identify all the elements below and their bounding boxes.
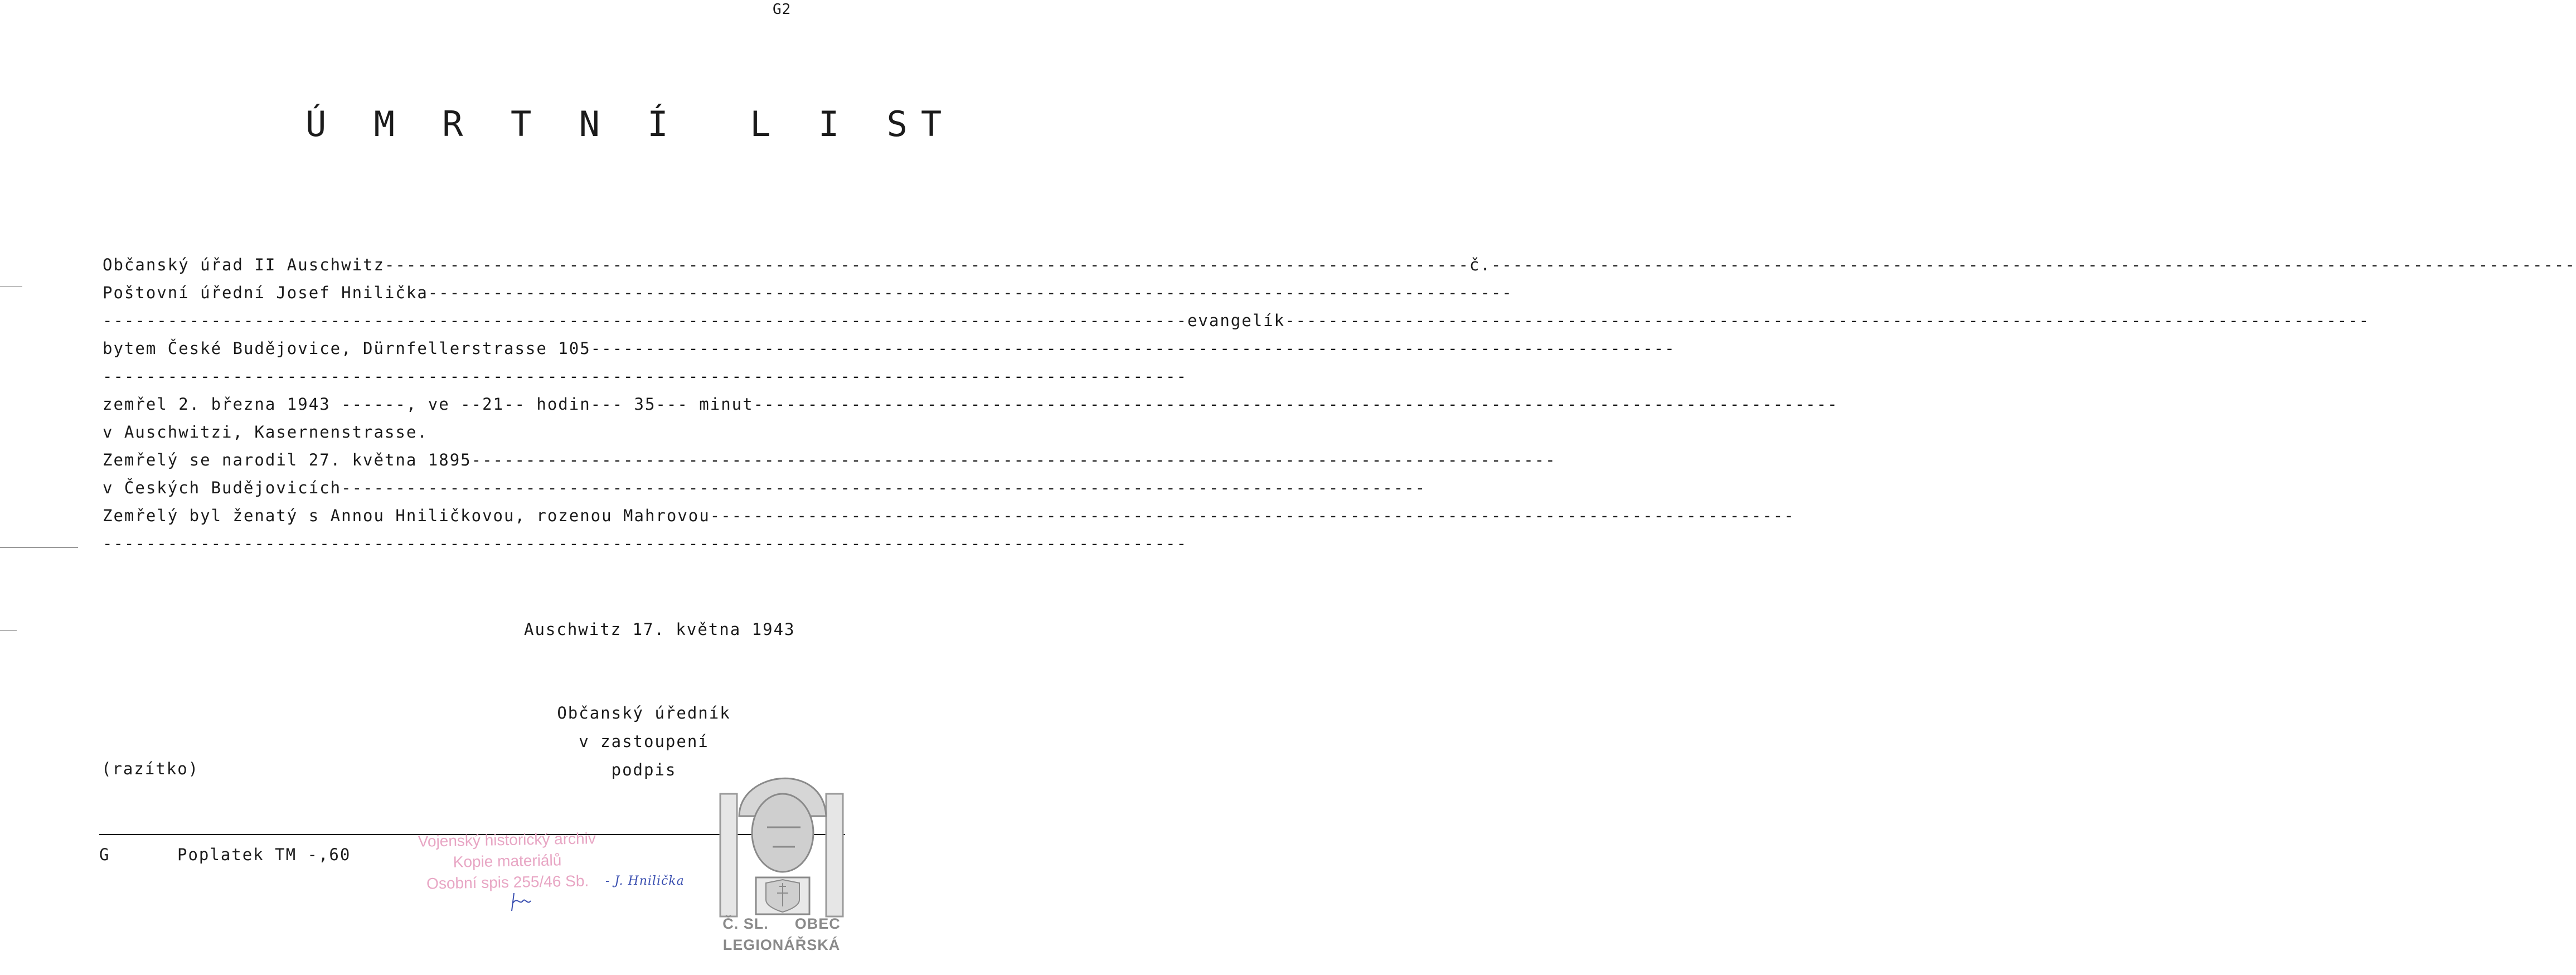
record-line-blank: [103, 367, 827, 395]
stamp-placeholder: (razítko): [101, 759, 200, 778]
page-code: G2: [773, 1, 792, 18]
record-line-text: Poštovní úřední Josef Hnilička: [103, 283, 428, 302]
dash-fill: [1491, 255, 2576, 274]
soldier-emblem-icon: [717, 749, 846, 916]
dash-fill: [710, 506, 1795, 525]
record-line-office: [103, 255, 1491, 283]
fee-note: Poplatek TM -,60: [177, 845, 351, 864]
dash-fill: [754, 395, 1838, 414]
logo-text-right: OBEC: [794, 915, 841, 932]
archive-stamp-line: Vojenský historický archiv: [418, 830, 596, 850]
record-line-text: v Českých Budějovicích: [103, 478, 342, 497]
archive-stamp-line: Osobní spis 255/46 Sb.: [426, 872, 589, 892]
document-title: Ú M R T N Í L I ST: [305, 104, 955, 144]
dash-fill: [591, 339, 1676, 358]
record-line-residence: [103, 339, 827, 367]
record-line-text: v Auschwitzi, Kasernenstrasse.: [103, 423, 428, 442]
dash-fill: [103, 367, 1187, 386]
dash-fill: [103, 534, 1187, 553]
logo-text-bottom: LEGIONÁŘSKÁ: [722, 937, 841, 953]
record-line-text: Zemřelý byl ženatý s Annou Hniličkovou, rozenou Mahrovou: [103, 506, 710, 525]
margin-mark: [0, 547, 78, 548]
record-line-religion: [103, 311, 1285, 339]
record-line-number-label: č.: [1469, 255, 1491, 274]
record-line-text: Občanský úřad II Auschwitz: [103, 255, 385, 274]
record-line-text: evangelík: [1187, 311, 1285, 330]
record-line-birth: [103, 450, 827, 478]
record-line-death: [103, 395, 827, 423]
place-and-date: Auschwitz 17. května 1943: [524, 620, 795, 639]
archive-stamp: [390, 827, 625, 895]
legion-logo: [717, 749, 846, 959]
dash-fill: [1285, 311, 2370, 330]
handwritten-name: - J. Hnilička: [605, 874, 685, 888]
record-line-text: bytem České Budějovice, Dürnfellerstrasse 105: [103, 339, 591, 358]
footer-code: G: [99, 845, 109, 864]
record-line-text: Zemřelý se narodil 27. května 1895: [103, 450, 472, 469]
record-line-name: [103, 283, 827, 311]
record-body: [103, 255, 1491, 562]
dash-fill: [428, 283, 1513, 302]
dash-fill: [472, 450, 1556, 469]
dash-fill: [341, 478, 1426, 497]
handwritten-initials-icon: [508, 891, 536, 913]
official-signature-block: [552, 704, 736, 789]
official-signature: podpis: [611, 760, 677, 779]
logo-text-left: Č. SL.: [722, 915, 769, 932]
official-title: Občanský úředník: [557, 704, 731, 722]
record-line-birth-place: [103, 478, 827, 506]
dash-fill: [385, 255, 1469, 274]
record-line-text: zemřel 2. března 1943 ------, ve --21-- hodin--- 35--- minut: [103, 395, 754, 414]
record-line-blank: [103, 534, 827, 562]
dash-fill: [103, 311, 1187, 330]
record-line-spouse: [103, 506, 827, 534]
official-deputy: v zastoupení: [579, 732, 709, 751]
record-line-death-place: [103, 423, 827, 450]
archive-stamp-line: Kopie materiálů: [453, 851, 562, 871]
